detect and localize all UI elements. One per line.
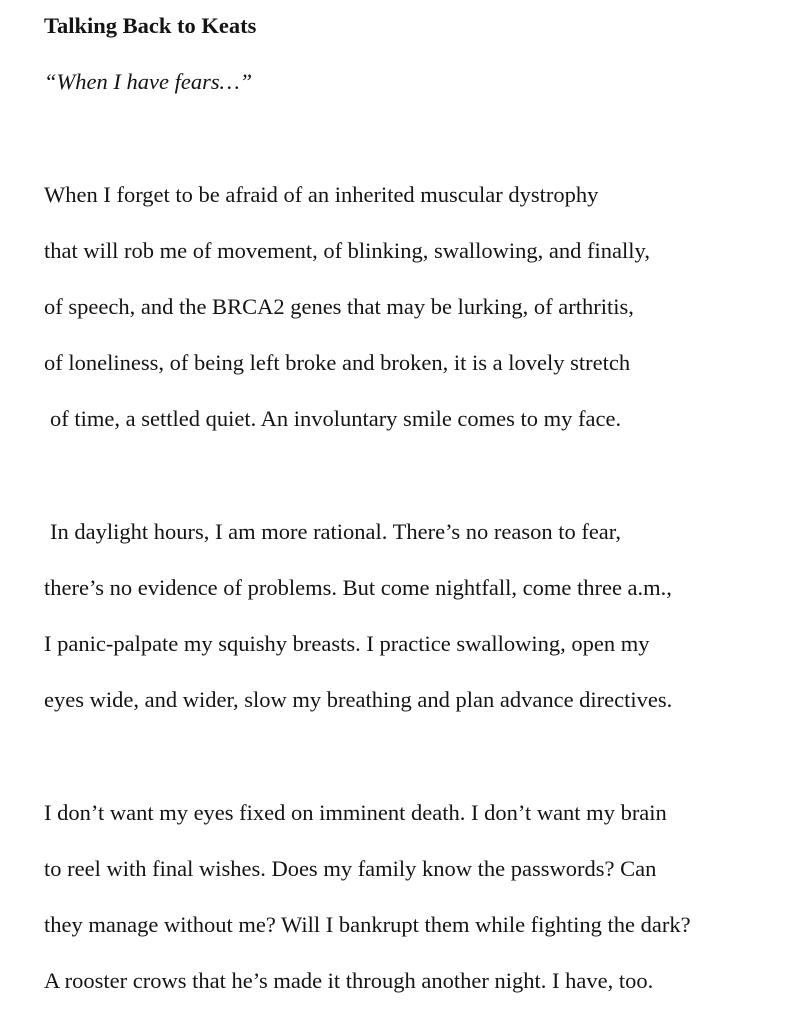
poem-line: they manage without me? Will I bankrupt them while fighting the dark? <box>44 912 691 937</box>
poem-line: In daylight hours, I am more rational. There’s no reason to fear, <box>50 519 622 544</box>
poem-line: of speech, and the BRCA2 genes that may be lurking, of arthritis, <box>44 294 634 319</box>
poem-title: Talking Back to Keats <box>44 13 257 38</box>
poem-line: of time, a settled quiet. An involuntary smile comes to my face. <box>50 406 622 431</box>
poem-epigraph: “When I have fears…” <box>44 69 253 94</box>
poem-line: A rooster crows that he’s made it through another night. I have, too. <box>44 968 654 993</box>
poem-line: I don’t want my eyes fixed on imminent death. I don’t want my brain <box>44 800 667 825</box>
poem-line: that will rob me of movement, of blinking, swallowing, and finally, <box>44 238 650 263</box>
poem-line: eyes wide, and wider, slow my breathing and plan advance directives. <box>44 687 673 712</box>
poem-line: of loneliness, of being left broke and broken, it is a lovely stretch <box>44 350 631 375</box>
poem-line: to reel with final wishes. Does my family know the passwords? Can <box>44 856 657 881</box>
poem-line: When I forget to be afraid of an inherited muscular dystrophy <box>44 182 599 207</box>
poem-line: there’s no evidence of problems. But come nightfall, come three a.m., <box>44 575 672 600</box>
poem-line: I panic-palpate my squishy breasts. I practice swallowing, open my <box>44 631 650 656</box>
